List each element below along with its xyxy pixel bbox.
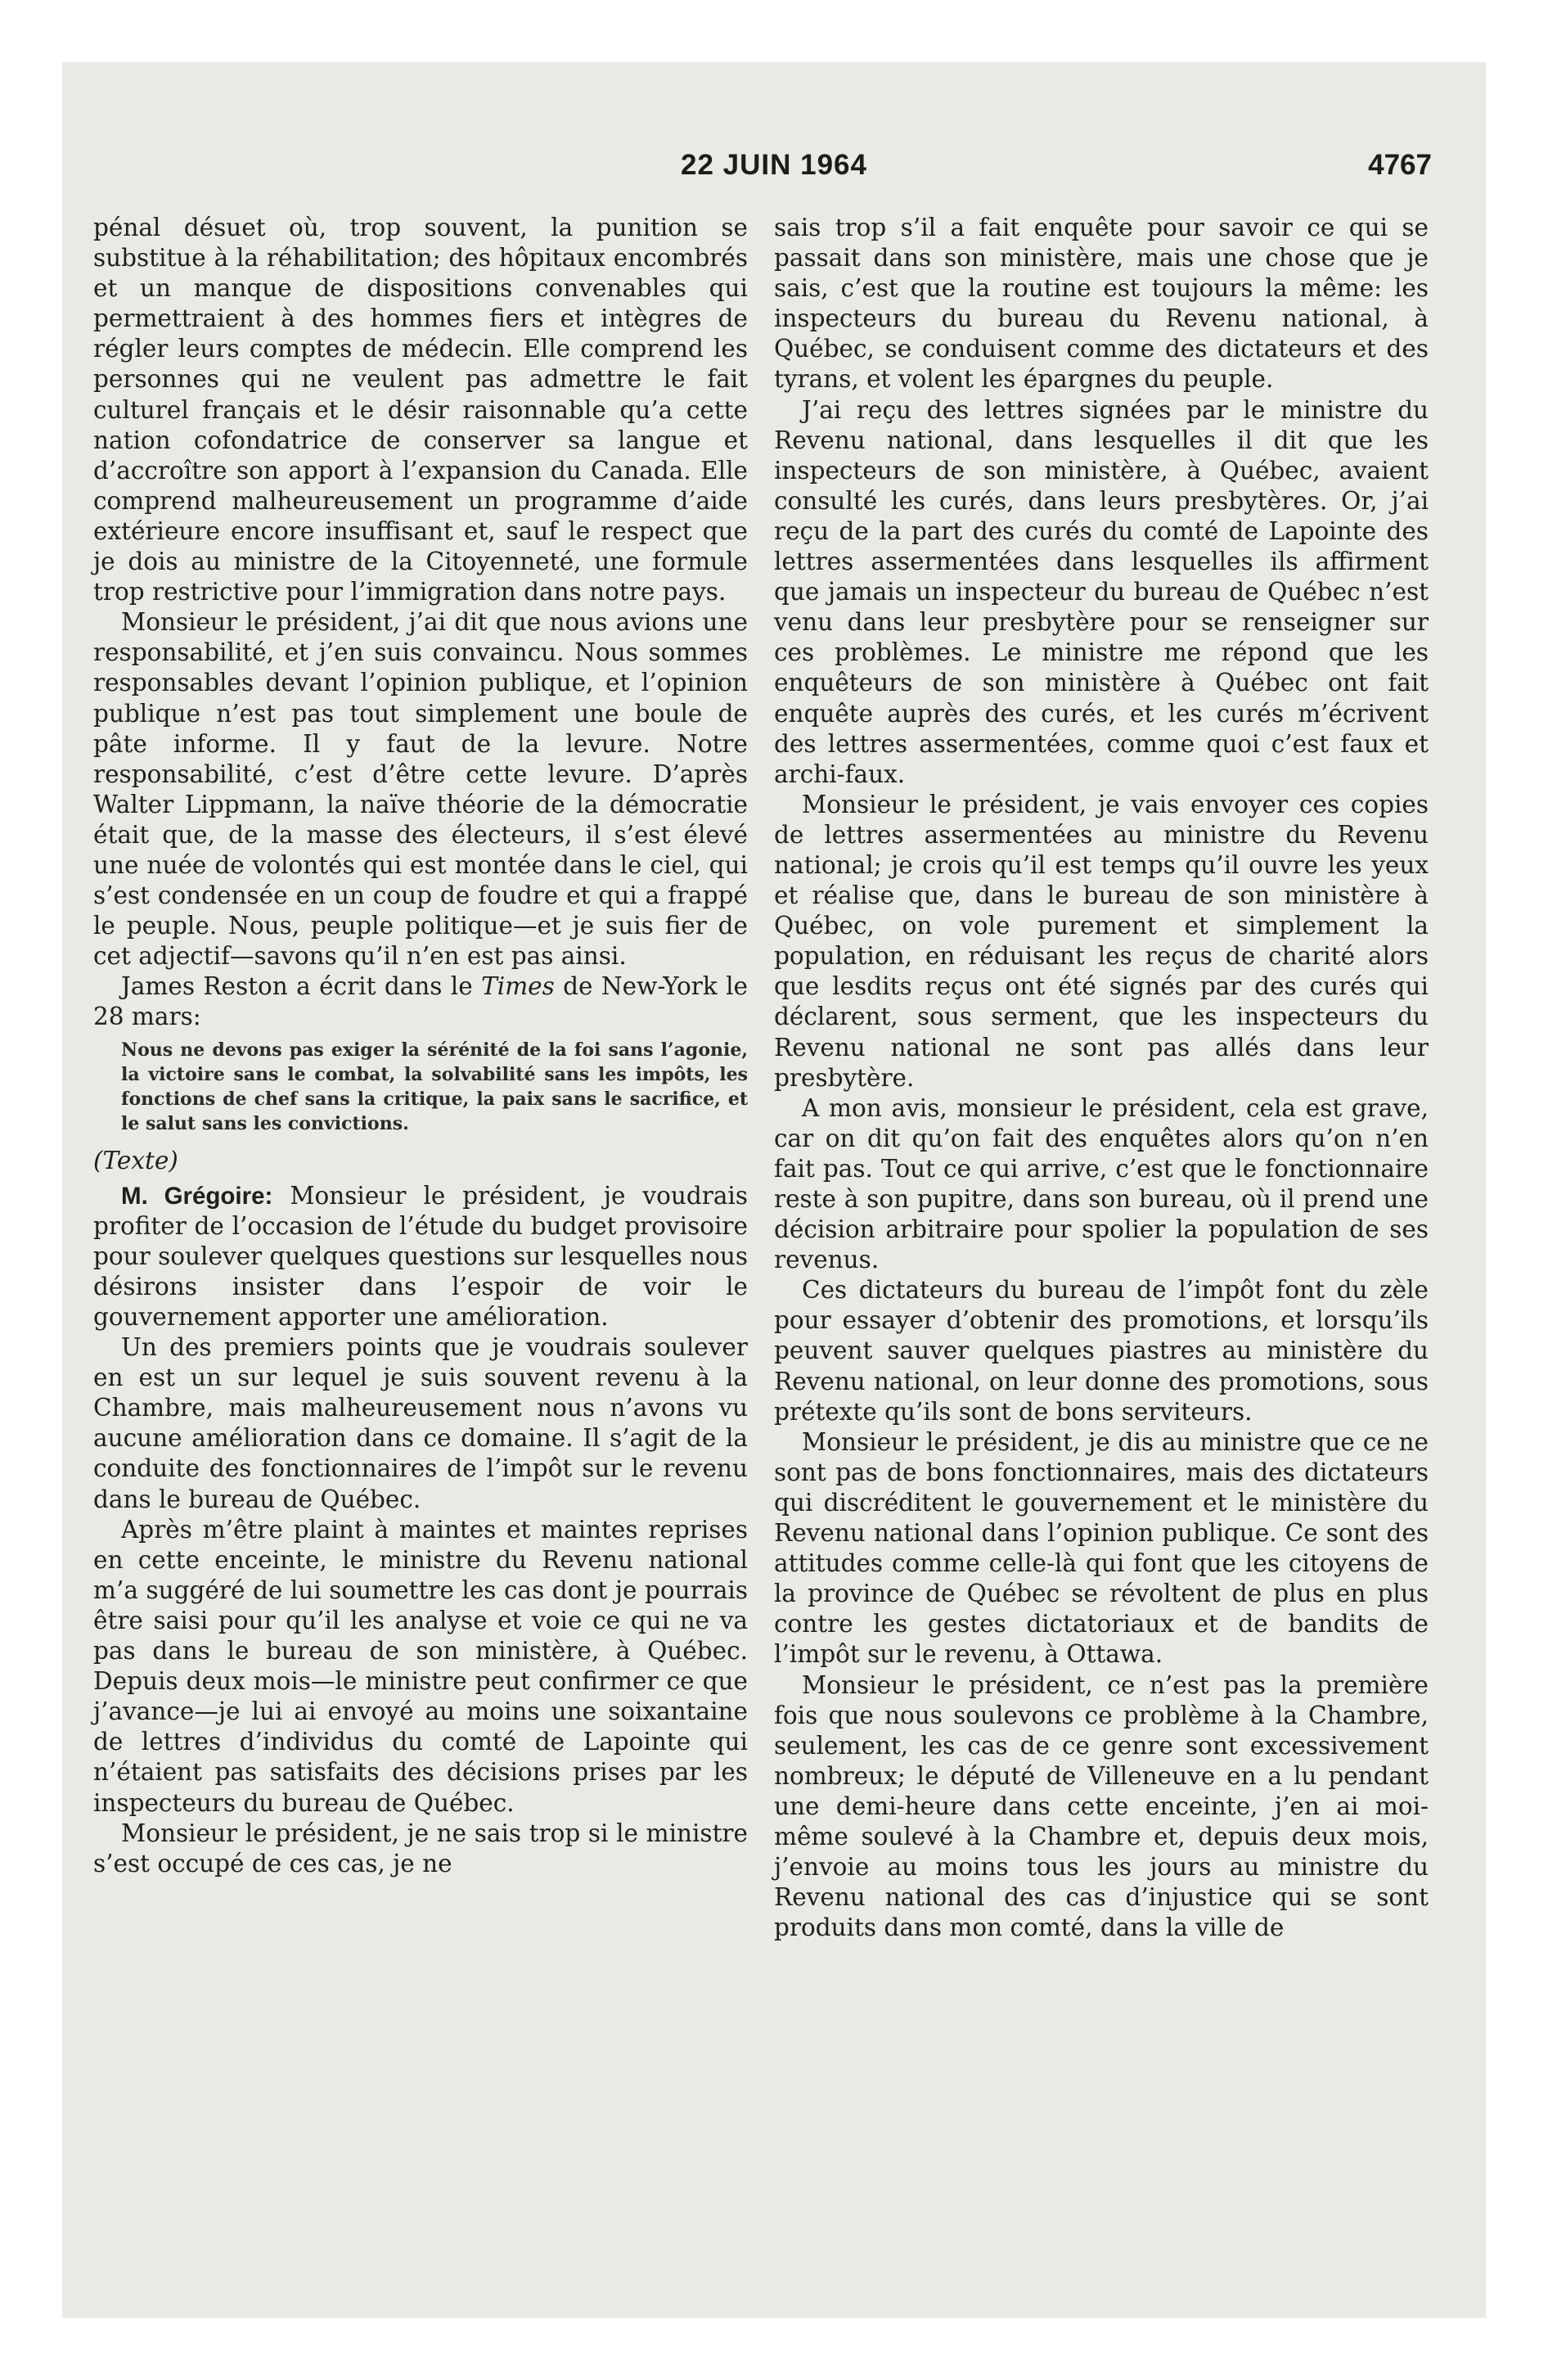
paragraph-reston	[93, 971, 748, 1032]
paragraph: J’ai reçu des lettres signées par le ministre du Revenu national, dans lesquelles il dit que les inspecteurs de son ministère, à Québec, avaient consulté les curés, dans leurs presbytères. Or, j’ai reçu de la part des curés du comté de Lapointe des lettres assermentées dans lesquelles ils affirment que jamais un inspecteur du bureau de Québec n’est venu dans leur presbytère pour se renseigner sur ces problèmes. Le ministre me répond que les enquêteurs de son ministère à Québec ont fait enquête auprès des curés, et les curés m’écrivent des lettres assermentées, comme quoi c’est faux et archi-faux.	[774, 395, 1429, 788]
paragraph: Monsieur le président, je vais envoyer ces copies de lettres assermentées au ministre du Revenu national; je crois qu’il est temps qu’il ouvre les yeux et réalise que, dans le bureau de son ministère à Québec, on vole purement et simplement la population, en réduisant les reçus de charité alors que lesdits reçus ont été signés par des curés qui déclarent, sous serment, que les inspecteurs du Revenu national ne sont pas allés dans leur presbytère.	[774, 790, 1429, 1092]
paragraph: Monsieur le président, ce n’est pas la première fois que nous soulevons ce problème à la Chambre, seulement, les cas de ce genre sont excessivement nombreux; le député de Villeneuve en a lu pendant une demi-heure dans cette enceinte, j’en ai moi-même soulevé à la Chambre et, depuis deux mois, j’envoie au moins tous les jours au ministre du Revenu national des cas d’injustice qui se sont produits dans mon comté, dans la ville de	[774, 1670, 1429, 1942]
speaker-name: M. Grégoire:	[121, 1182, 273, 1210]
paragraph: Monsieur le président, je dis au ministre que ce ne sont pas de bons fonctionnaires, mais des dictateurs qui discréditent le gouvernement et le ministère du Revenu national dans l’opinion publique. Ce sont des attitudes comme celle-là qui font que les citoyens de la province de Québec se révoltent de plus en plus contre les gestes dictatoriaux et de bandits de l’impôt sur le revenu, à Ottawa.	[774, 1427, 1429, 1669]
block-quote: Nous ne devons pas exiger la sérénité de la foi sans l’agonie, la victoire sans le combat, la solvabilité sans les impôts, les fonctions de chef sans la critique, la paix sans le sacrifice, et le salut sans les convictions.	[121, 1039, 748, 1134]
texte-marker: (Texte)	[93, 1146, 178, 1174]
paragraph: Monsieur le président, j’ai dit que nous avions une responsabilité, et j’en suis convaincu. Nous sommes responsables devant l’opinion publique, et l’opinion publique n’est pas tout simplement une boule de pâte informe. Il y faut de la levure. Notre responsabilité, c’est d’être cette levure. D’après Walter Lippmann, la naïve théorie de la démocratie était que, de la masse des électeurs, il s’est élevé une nuée de volontés qui est montée dans le ciel, qui s’est condensée en un coup de foudre et qui a frappé le peuple. Nous, peuple politique—et je suis fier de cet adjectif—savons qu’il n’en est pas ainsi.	[93, 608, 748, 971]
text: Monsieur le président, je voudrais profiter de l’occasion de l’étude du budget provisoire pour soulever quelques questions sur lesquelles nous désirons insister dans l’espoir de voir le gouvernement apporter une amélioration.	[93, 1181, 748, 1331]
paragraph: Monsieur le président, je ne sais trop si le ministre s’est occupé de ces cas, je ne	[93, 1819, 748, 1877]
paragraph: pénal désuet où, trop souvent, la punition se substitue à la réhabilitation; des hôpitaux encombrés et un manque de dispositions convenables qui permettraient à des hommes fiers et intègres de régler leurs comptes de médecin. Elle comprend les personnes qui ne veulent pas admettre le fait culturel français et le désir raisonnable qu’a cette nation cofondatrice de conserver sa langue et d’accroître son apport à l’expansion du Canada. Elle comprend malheureusement un programme d’aide extérieure encore insuffisant et, sauf le respect que je dois au ministre de la Citoyenneté, une formule trop restrictive pour l’immigration dans notre pays.	[93, 214, 748, 606]
paragraph: A mon avis, monsieur le président, cela est grave, car on dit qu’on fait des enquêtes alors qu’on n’en fait pas. Tout ce qui arrive, c’est que le fonctionnaire reste à son pupitre, dans son bureau, où il prend une décision arbitraire pour spolier la population de ses revenus.	[774, 1093, 1429, 1274]
right-column	[774, 213, 1429, 1943]
paragraph-gregoire	[93, 1181, 748, 1332]
text: de New-York le 28 mars:	[93, 972, 748, 1031]
page-header	[62, 149, 1486, 190]
paragraph: Un des premiers points que je voudrais soulever en est un sur lequel je suis souvent revenu à la Chambre, mais malheureusement nous n’avons vu aucune amélioration dans ce domaine. Il s’agit de la conduite des fonctionnaires de l’impôt sur le revenu dans le bureau de Québec.	[93, 1333, 748, 1513]
header-page-number: 4767	[1368, 149, 1432, 181]
header-date: 22 JUIN 1964	[681, 149, 867, 181]
newspaper-title: Times	[481, 972, 555, 1001]
paragraph: sais trop s’il a fait enquête pour savoir ce qui se passait dans son ministère, mais une chose que je sais, c’est que la routine est toujours la même: les inspecteurs du bureau du Revenu national, à Québec, se conduisent comme des dictateurs et des tyrans, et volent les épargnes du peuple.	[774, 214, 1429, 394]
scanned-page	[62, 62, 1486, 2318]
left-column	[93, 213, 748, 1879]
paragraph: Après m’être plaint à maintes et maintes reprises en cette enceinte, le ministre du Revenu national m’a suggéré de lui soumettre les cas dont je pourrais être saisi pour qu’il les analyse et voie ce qui ne va pas dans le bureau de son ministère, à Québec. Depuis deux mois—le ministre peut confirmer ce que j’avance—je lui ai envoyé au moins une soixantaine de lettres d’individus du comté de Lapointe qui n’étaient pas satisfaits des décisions prises par les inspecteurs du bureau de Québec.	[93, 1515, 748, 1817]
text: James Reston a écrit dans le	[121, 972, 482, 1001]
paragraph: Ces dictateurs du bureau de l’impôt font du zèle pour essayer d’obtenir des promotions, et lorsqu’ils peuvent sauver quelques piastres au ministère du Revenu national, on leur donne des promotions, sous prétexte qu’ils sont de bons serviteurs.	[774, 1276, 1429, 1426]
